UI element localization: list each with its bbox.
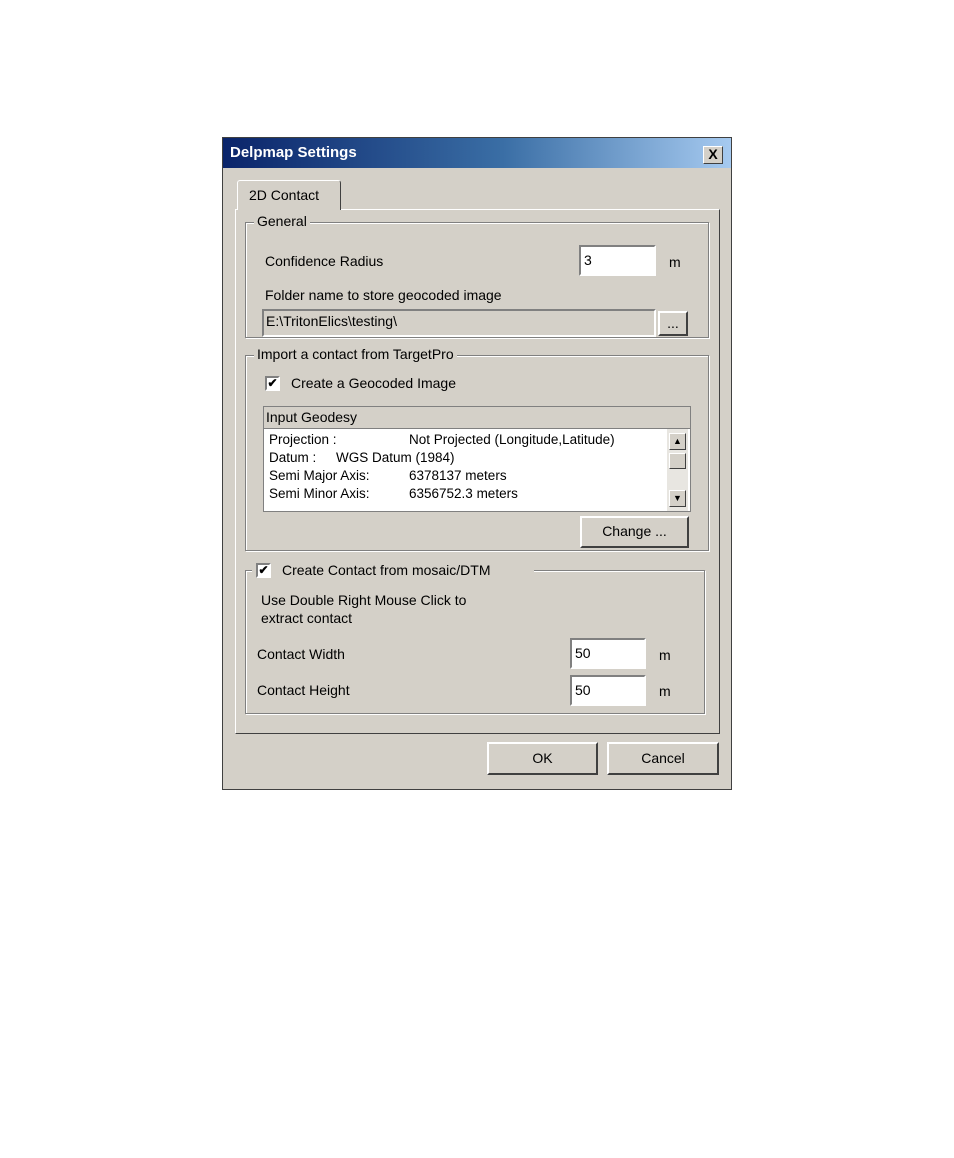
ok-button[interactable] bbox=[487, 742, 598, 775]
change-label: Change ... bbox=[602, 523, 667, 539]
close-icon: X bbox=[708, 146, 718, 162]
mosaic-checkbox-label[interactable]: Create Contact from mosaic/DTM bbox=[282, 562, 491, 578]
list-item: Projection : bbox=[269, 432, 337, 447]
list-item: WGS Datum (1984) bbox=[336, 450, 455, 465]
checkmark-icon: ✔ bbox=[258, 563, 269, 577]
scrollbar[interactable] bbox=[667, 429, 688, 511]
window-title: Delpmap Settings bbox=[230, 144, 357, 161]
settings-dialog bbox=[222, 137, 732, 790]
browse-label: ... bbox=[667, 315, 679, 331]
contact-height-label: Contact Height bbox=[257, 682, 350, 698]
confidence-radius-input[interactable] bbox=[579, 245, 656, 276]
contact-width-label: Contact Width bbox=[257, 646, 345, 662]
mosaic-hint-line2: extract contact bbox=[261, 610, 353, 626]
list-item: Semi Major Axis: bbox=[269, 468, 370, 483]
tab-label: 2D Contact bbox=[249, 187, 320, 203]
folder-path-field[interactable] bbox=[262, 309, 656, 337]
geocoded-checkbox[interactable] bbox=[265, 376, 280, 391]
cancel-label: Cancel bbox=[641, 750, 685, 766]
list-item: Datum : bbox=[269, 450, 317, 465]
browse-folder-button[interactable] bbox=[658, 311, 688, 336]
scroll-down-button[interactable] bbox=[669, 490, 686, 507]
mosaic-group bbox=[245, 562, 705, 714]
scroll-up-button[interactable] bbox=[669, 433, 686, 450]
scroll-up-icon: ▲ bbox=[673, 436, 682, 446]
tab-2d-contact[interactable] bbox=[237, 180, 341, 210]
list-item: Not Projected (Longitude,Latitude) bbox=[409, 432, 615, 447]
geocoded-checkbox-label[interactable]: Create a Geocoded Image bbox=[291, 375, 456, 391]
scroll-down-icon: ▼ bbox=[673, 493, 682, 503]
general-group bbox=[245, 213, 709, 338]
contact-width-unit: m bbox=[659, 647, 671, 663]
list-item: 6356752.3 meters bbox=[409, 486, 518, 501]
contact-height-input[interactable] bbox=[570, 675, 646, 706]
mosaic-checkbox[interactable] bbox=[256, 563, 271, 578]
geodesy-list[interactable] bbox=[264, 429, 664, 511]
scroll-thumb[interactable] bbox=[669, 453, 686, 469]
change-geodesy-button[interactable] bbox=[580, 516, 689, 548]
contact-width-input[interactable] bbox=[570, 638, 646, 669]
checkmark-icon: ✔ bbox=[267, 376, 278, 390]
cancel-button[interactable] bbox=[607, 742, 719, 775]
contact-height-unit: m bbox=[659, 683, 671, 699]
general-legend: General bbox=[254, 213, 310, 229]
folder-path-value: E:\TritonElics\testing\ bbox=[266, 313, 397, 329]
close-button[interactable] bbox=[703, 146, 723, 164]
import-group bbox=[245, 346, 709, 551]
confidence-radius-label: Confidence Radius bbox=[265, 253, 384, 269]
import-legend: Import a contact from TargetPro bbox=[254, 346, 457, 362]
folder-label: Folder name to store geocoded image bbox=[265, 287, 502, 303]
confidence-radius-value: 3 bbox=[584, 252, 592, 268]
mosaic-hint-line1: Use Double Right Mouse Click to bbox=[261, 592, 467, 608]
geodesy-header-label: Input Geodesy bbox=[266, 409, 358, 425]
geodesy-header bbox=[264, 407, 690, 429]
ok-label: OK bbox=[532, 750, 553, 766]
contact-height-value: 50 bbox=[575, 682, 591, 698]
tab-panel bbox=[235, 209, 720, 734]
geodesy-panel bbox=[263, 406, 691, 512]
list-item: Semi Minor Axis: bbox=[269, 486, 370, 501]
mosaic-legend bbox=[252, 561, 534, 581]
contact-width-value: 50 bbox=[575, 645, 591, 661]
title-bar[interactable] bbox=[223, 138, 731, 168]
list-item: 6378137 meters bbox=[409, 468, 507, 483]
confidence-radius-unit: m bbox=[669, 254, 681, 270]
